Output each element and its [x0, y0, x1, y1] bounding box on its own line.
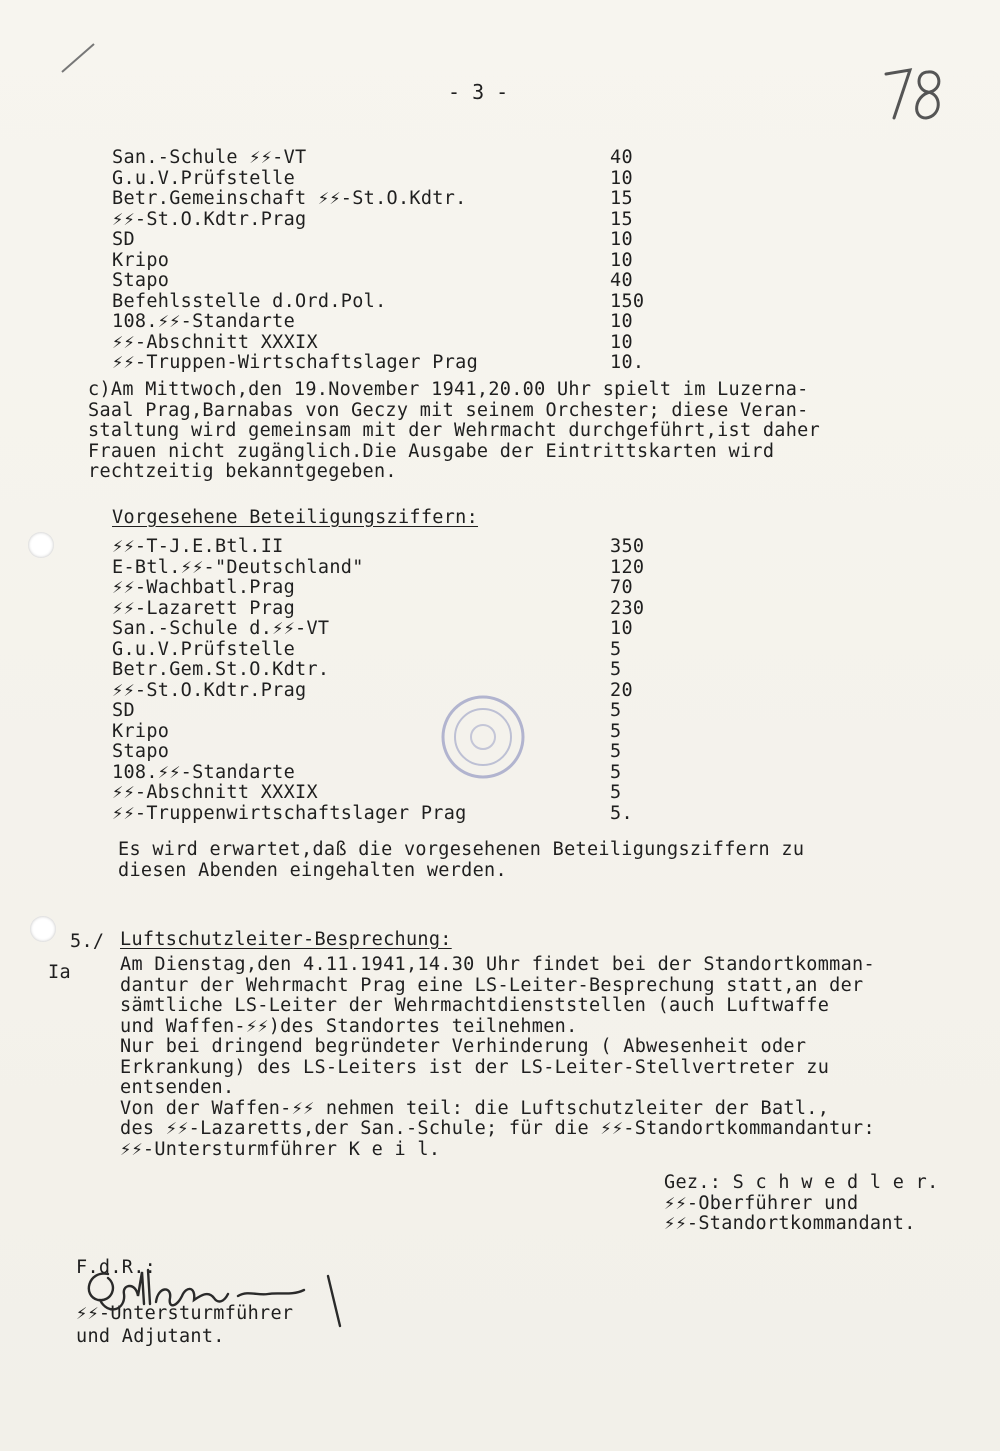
- signer-title: ⚡⚡-Standortkommandant.: [664, 1213, 916, 1234]
- unit-name: ⚡⚡-Wachbatl.Prag: [112, 577, 296, 598]
- paragraph-line: Saal Prag,Barnabas von Geczy mit seinem Orchester; diese Veran-: [88, 399, 809, 421]
- fdr-label: F.d.R.:: [76, 1257, 157, 1278]
- list-item: [112, 537, 672, 558]
- list-item: [112, 353, 672, 374]
- list-item: [112, 619, 672, 640]
- unit-name: Kripo: [112, 249, 170, 271]
- list-item: [112, 210, 672, 231]
- pencil-mark: [58, 40, 98, 76]
- unit-count: 40: [610, 147, 633, 168]
- paragraph-line: staltung wird gemeinsam mit der Wehrmacht durchgeführt,ist daher: [88, 420, 821, 441]
- list-item: [112, 271, 672, 292]
- unit-name: Stapo: [112, 741, 170, 762]
- paragraph-line: rechtzeitig bekanntgegeben.: [88, 461, 397, 482]
- page-number: - 3 -: [448, 80, 509, 104]
- handwritten-signature: [78, 1256, 358, 1336]
- punch-hole-top: [28, 532, 54, 558]
- unit-name: G.u.V.Prüfstelle: [112, 167, 296, 189]
- list-item: [112, 660, 672, 681]
- paragraph-expectation: [118, 840, 804, 881]
- unit-count: 5.: [610, 802, 633, 824]
- unit-count: 20: [610, 679, 633, 701]
- participation-list-a: [112, 148, 672, 374]
- unit-count: 5: [610, 700, 622, 721]
- paragraph-line: sämtliche LS-Leiter der Wehrmachtdienststellen (auch Luftwaffe: [120, 995, 830, 1016]
- list-item: [112, 701, 672, 722]
- unit-name: Betr.Gem.St.O.Kdtr.: [112, 659, 330, 680]
- paragraph-line: Frauen nicht zugänglich.Die Ausgabe der Eintrittskarten wird: [88, 440, 775, 462]
- unit-count: 5: [610, 741, 622, 762]
- unit-count: 5: [610, 659, 622, 680]
- list-item: [112, 148, 672, 169]
- section-title: Luftschutzleiter-Besprechung:: [120, 929, 452, 950]
- unit-name: Stapo: [112, 270, 170, 291]
- unit-name: Betr.Gemeinschaft ⚡⚡-St.O.Kdtr.: [112, 188, 467, 209]
- unit-name: ⚡⚡-St.O.Kdtr.Prag: [112, 679, 307, 701]
- unit-name: SD: [112, 229, 135, 250]
- unit-count: 230: [610, 597, 645, 619]
- unit-count: 5: [610, 720, 622, 742]
- unit-count: 10: [610, 618, 633, 639]
- folio-number-handwritten: [880, 60, 950, 130]
- paragraph-line: Es wird erwartet,daß die vorgesehenen Beteiligungsziffern zu: [118, 839, 805, 860]
- unit-name: Befehlsstelle d.Ord.Pol.: [112, 290, 387, 312]
- unit-count: 5: [610, 638, 622, 660]
- unit-name: ⚡⚡-T-J.E.Btl.II: [112, 536, 284, 557]
- unit-count: 350: [610, 536, 645, 557]
- paragraph-line: Von der Waffen-⚡⚡ nehmen teil: die Luftschutzleiter der Batl.,: [120, 1097, 830, 1119]
- signer-rank: ⚡⚡-Oberführer und: [664, 1192, 859, 1214]
- paragraph-c: [88, 380, 820, 483]
- list-item: [112, 722, 672, 743]
- unit-count: 10: [610, 311, 633, 332]
- unit-count: 120: [610, 556, 645, 578]
- unit-name: ⚡⚡-Abschnitt XXXIX: [112, 782, 318, 803]
- unit-count: 5: [610, 782, 622, 803]
- list-item: [112, 251, 672, 272]
- paragraph-line: dantur der Wehrmacht Prag eine LS-Leiter-Besprechung statt,an der: [120, 974, 864, 996]
- paragraph-line: c)Am Mittwoch,den 19.November 1941,20.00 Uhr spielt im Luzerna-: [88, 379, 809, 400]
- paragraph-line: ⚡⚡-Untersturmführer K e i l.: [120, 1138, 441, 1160]
- unit-name: San.-Schule d.⚡⚡-VT: [112, 618, 330, 639]
- unit-name: ⚡⚡-St.O.Kdtr.Prag: [112, 208, 307, 230]
- unit-count: 10: [610, 229, 633, 250]
- paragraph-line: diesen Abenden eingehalten werden.: [118, 859, 507, 881]
- list-item: [112, 333, 672, 354]
- list-item: [112, 742, 672, 763]
- unit-name: Kripo: [112, 720, 170, 742]
- paragraph-line: Erkrankung) des LS-Leiters ist der LS-Leiter-Stellvertreter zu: [120, 1056, 830, 1078]
- unit-count: 15: [610, 208, 633, 230]
- paragraph-line: Nur bei dringend begründeter Verhinderung ( Abwesenheit oder: [120, 1036, 807, 1057]
- paragraph-line: und Waffen-⚡⚡)des Standortes teilnehmen.: [120, 1015, 578, 1037]
- fdr-rank: ⚡⚡-Untersturmführer: [76, 1303, 294, 1324]
- list-item: [112, 558, 672, 579]
- unit-name: 108.⚡⚡-Standarte: [112, 311, 296, 332]
- list-item: [112, 599, 672, 620]
- unit-count: 5: [610, 761, 622, 783]
- unit-name: G.u.V.Prüfstelle: [112, 638, 296, 660]
- signer-name: Gez.: S c h w e d l e r.: [664, 1172, 939, 1193]
- unit-name: SD: [112, 700, 135, 721]
- list-item: [112, 292, 672, 313]
- margin-note: Ia: [48, 962, 71, 983]
- unit-name: San.-Schule ⚡⚡-VT: [112, 147, 307, 168]
- list-item: [112, 640, 672, 661]
- unit-count: 15: [610, 188, 633, 209]
- unit-count: 10: [610, 167, 633, 189]
- participation-list-b: [112, 537, 672, 824]
- heading-participation-figures: Vorgesehene Beteiligungsziffern:: [112, 507, 479, 528]
- unit-count: 10: [610, 249, 633, 271]
- unit-name: ⚡⚡-Truppenwirtschaftslager Prag: [112, 802, 467, 824]
- list-item: [112, 681, 672, 702]
- paragraph-line: Am Dienstag,den 4.11.1941,14.30 Uhr findet bei der Standortkomman-: [120, 954, 875, 975]
- unit-name: ⚡⚡-Abschnitt XXXIX: [112, 331, 318, 353]
- signature-block: [664, 1173, 939, 1235]
- paragraph-line: des ⚡⚡-Lazaretts,der San.-Schule; für die ⚡⚡-Standortkommandantur:: [120, 1118, 875, 1139]
- section-5-body: [120, 955, 875, 1160]
- official-stamp: [436, 690, 530, 784]
- list-item: [112, 230, 672, 251]
- unit-name: E-Btl.⚡⚡-"Deutschland": [112, 556, 364, 578]
- list-item: [112, 189, 672, 210]
- unit-name: ⚡⚡-Lazarett Prag: [112, 597, 296, 619]
- list-item: [112, 763, 672, 784]
- unit-name: 108.⚡⚡-Standarte: [112, 761, 296, 783]
- list-item: [112, 578, 672, 599]
- section-number: 5./: [70, 931, 105, 952]
- list-item: [112, 783, 672, 804]
- unit-count: 70: [610, 577, 633, 598]
- list-item: [112, 804, 672, 825]
- unit-count: 10.: [610, 352, 645, 373]
- list-item: [112, 169, 672, 190]
- punch-hole-bottom: [30, 916, 56, 942]
- paragraph-line: entsenden.: [120, 1077, 235, 1098]
- unit-count: 40: [610, 270, 633, 291]
- unit-name: ⚡⚡-Truppen-Wirtschaftslager Prag: [112, 352, 479, 373]
- unit-count: 150: [610, 290, 645, 312]
- list-item: [112, 312, 672, 333]
- unit-count: 10: [610, 331, 633, 353]
- fdr-role: und Adjutant.: [76, 1326, 225, 1347]
